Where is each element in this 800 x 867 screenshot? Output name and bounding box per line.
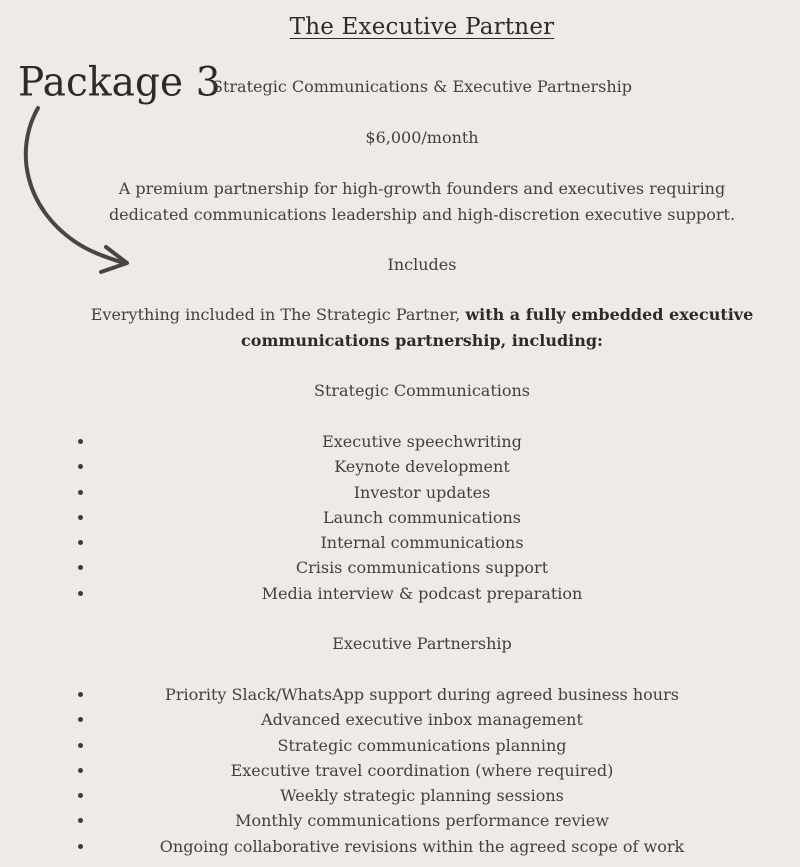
list-item: Internal communications (78, 530, 766, 555)
list-item: Weekly strategic planning sessions (78, 783, 766, 808)
list-item: Launch communications (78, 505, 766, 530)
everything-included-text (52, 302, 792, 354)
bullet-icon (78, 591, 83, 596)
package-description: A premium partnership for high-growth founders and executives requiring dedicated communications leadership and high-discretion executive support. (108, 179, 736, 224)
list-item: Crisis communications support (78, 555, 766, 580)
bullet-icon (78, 692, 83, 697)
bullet-icon (78, 717, 83, 722)
bullet-icon (78, 515, 83, 520)
bullet-icon (78, 464, 83, 469)
list-item: Executive speechwriting (78, 429, 766, 454)
list-item: Ongoing collaborative revisions within the agreed scope of work (78, 834, 766, 859)
list-item: Media interview & podcast preparation (78, 581, 766, 606)
bullet-icon (78, 439, 83, 444)
strategic-communications-list (78, 429, 766, 606)
list-item: Investor updates (78, 480, 766, 505)
section-title-executive-partnership: Executive Partnership (332, 634, 512, 653)
bullet-icon (78, 540, 83, 545)
bullet-icon (78, 844, 83, 849)
includes-heading: Includes (387, 255, 457, 274)
package-label: Package 3 (18, 59, 221, 106)
bullet-icon (78, 743, 83, 748)
everything-emphasis: with a fully embedded executive communications partnership, including: (241, 305, 754, 350)
bullet-icon (78, 768, 83, 773)
section-title-strategic-communications: Strategic Communications (313, 381, 531, 400)
everything-intro: Everything included in The Strategic Partner, (90, 305, 466, 324)
list-item: Advanced executive inbox management (78, 707, 766, 732)
bullet-icon (78, 793, 83, 798)
list-item: Keynote development (78, 454, 766, 479)
bullet-icon (78, 490, 83, 495)
list-item: Monthly communications performance review (78, 808, 766, 833)
list-item: Executive travel coordination (where required) (78, 758, 766, 783)
package-subtitle: Strategic Communications & Executive Partnership (212, 77, 632, 96)
list-item: Strategic communications planning (78, 733, 766, 758)
page-title: The Executive Partner (289, 14, 555, 40)
bullet-icon (78, 565, 83, 570)
executive-partnership-list (78, 682, 766, 859)
list-item: Priority Slack/WhatsApp support during agreed business hours (78, 682, 766, 707)
package-price: $6,000/month (365, 128, 479, 147)
bullet-icon (78, 818, 83, 823)
